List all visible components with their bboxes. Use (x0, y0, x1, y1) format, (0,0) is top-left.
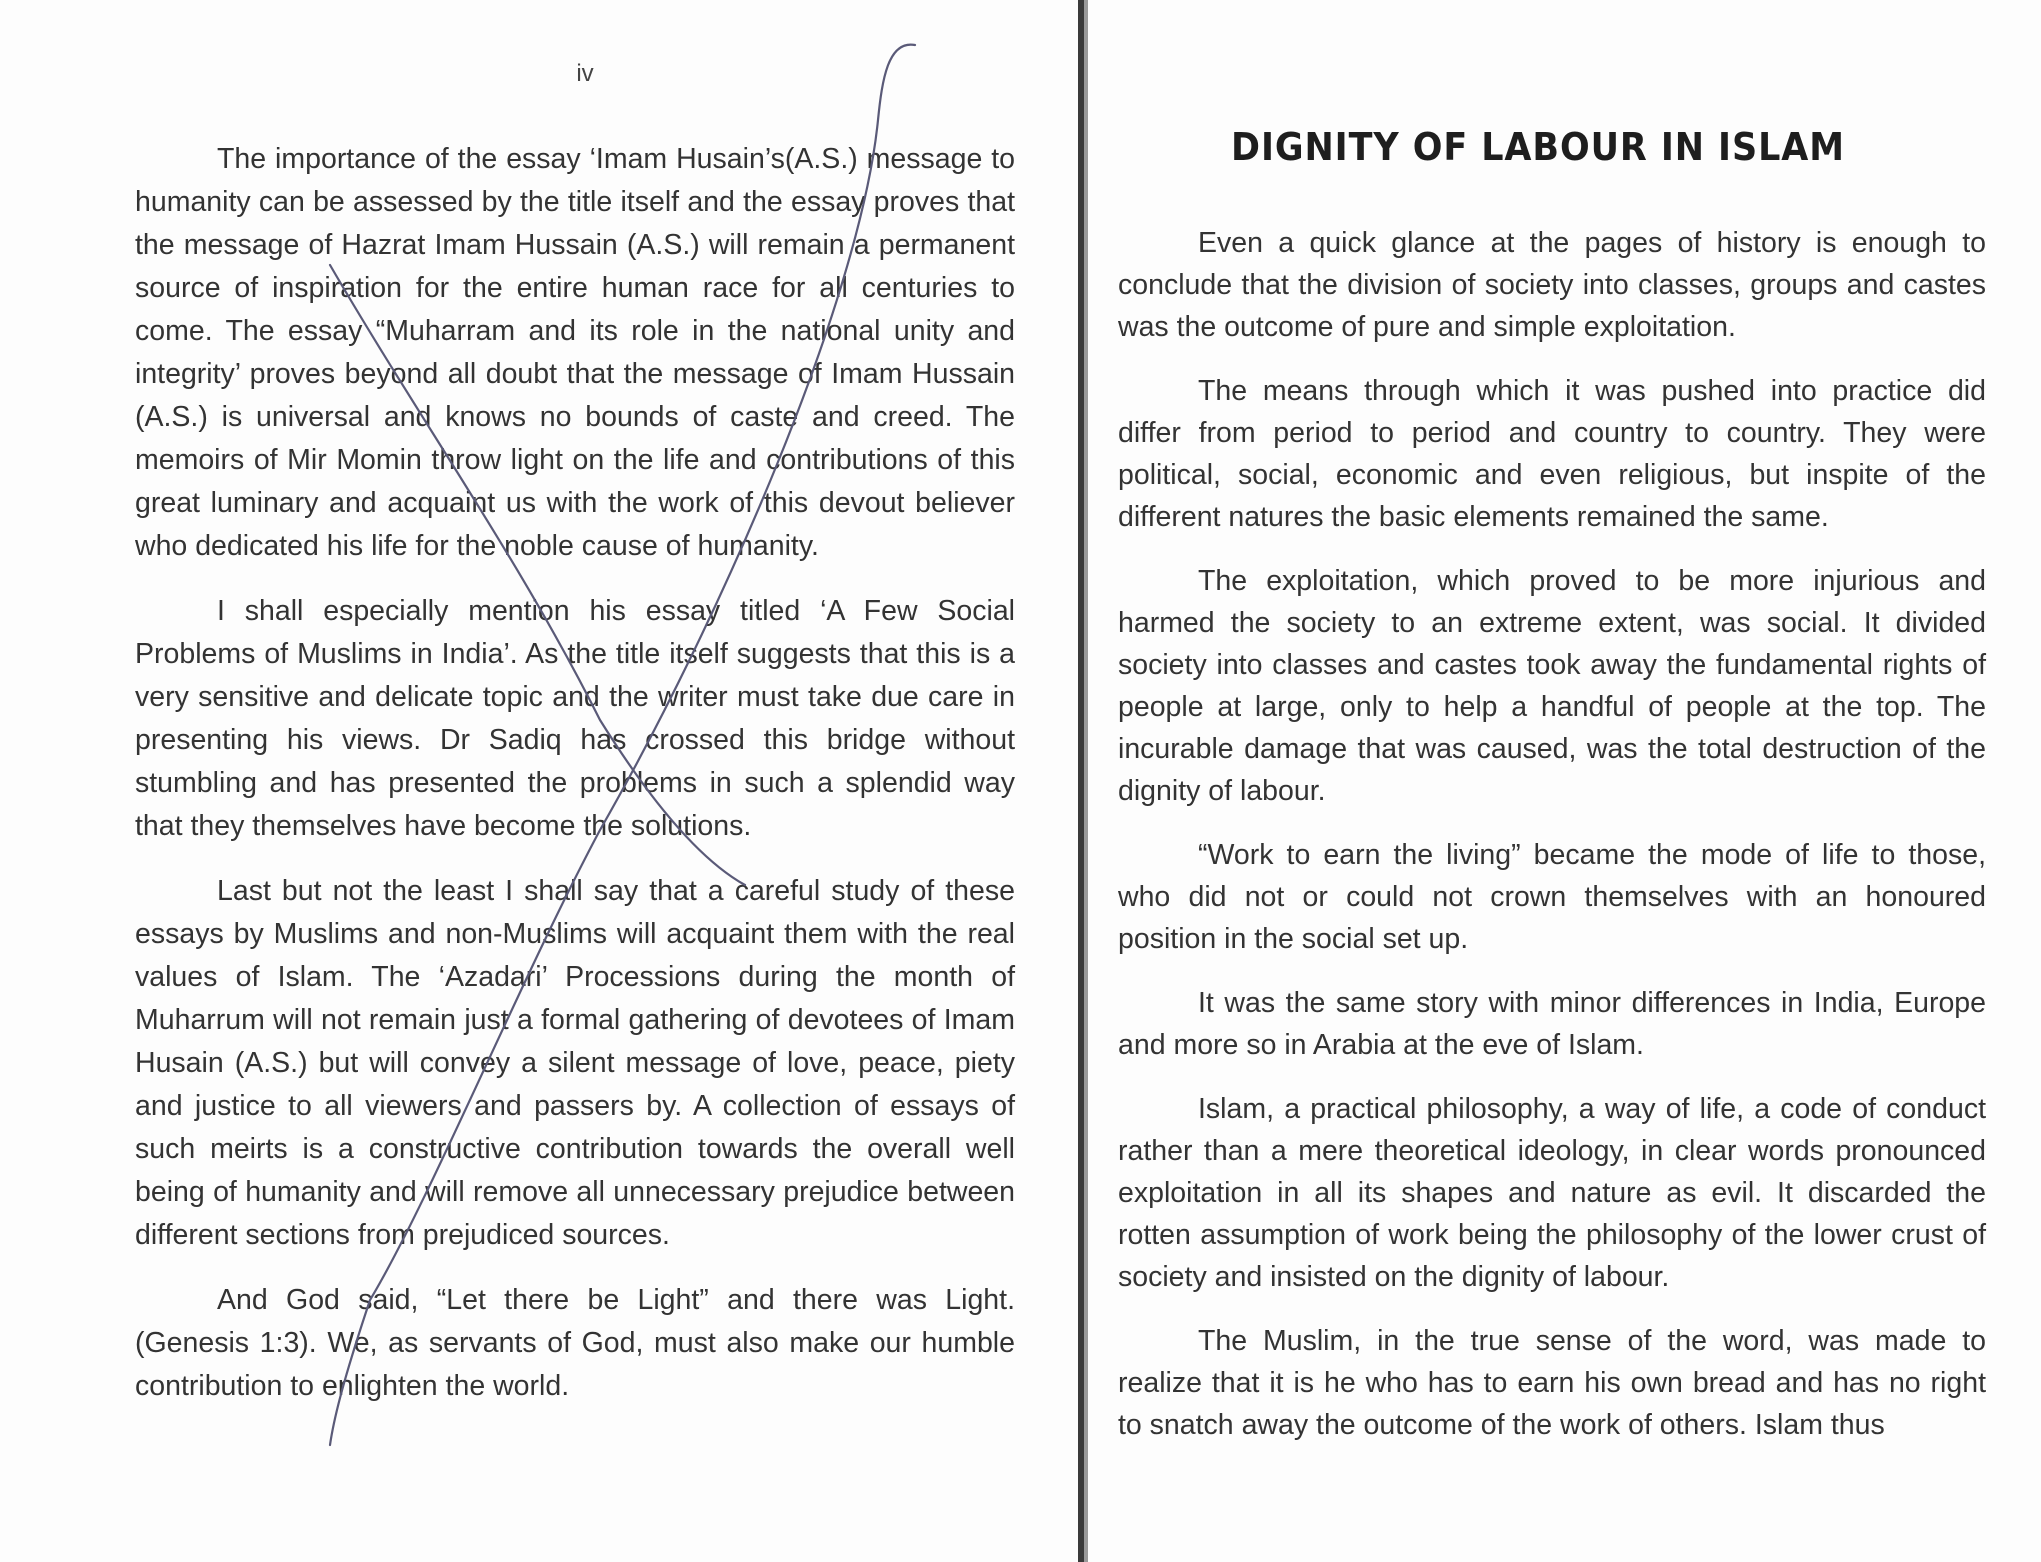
paragraph: Islam, a practical philosophy, a way of life, a code of conduct rather than a mere theoretical ideology, in clear words pronounced exploitation in all its shapes and nature as evil. It discarded the rotten assumption of work being the philosophy of the lower crust of society and insisted on the dignity of labour. (1118, 1093, 1986, 1293)
paragraph: The exploitation, which proved to be more injurious and harmed the society to an extreme extent, was social. It divided society into classes and castes took away the fundamental rights of people at large, only to help a handful of people at the top. The incurable damage that was caused, was the total destruction of the dignity of labour. (1118, 565, 1986, 807)
left-page-body (135, 138, 1015, 1430)
paragraph: The Muslim, in the true sense of the word, was made to realize that it is he who has to earn his own bread and has no right to snatch away the outcome of the work of others. Islam thus (1118, 1325, 1986, 1441)
paragraph: The means through which it was pushed into practice did differ from period to period and country to country. They were political, social, economic and even religious, but inspite of the different natures the basic elements remained the same. (1118, 375, 1986, 533)
paragraph: The importance of the essay ‘Imam Husain’s(A.S.) message to humanity can be assessed by the title itself and the essay proves that the message of Hazrat Imam Hussain (A.S.) will remain a permanent source of inspiration for the entire human race for all centuries to come. The essay “Muharram and its role in the national unity and integrity’ proves beyond all doubt that the message of Imam Hussain (A.S.) is universal and knows no bounds of caste and creed. The memoirs of Mir Momin throw light on the life and contributions of this great luminary and acquaint us with the work of this devout believer who dedicated his life for the noble cause of humanity. (135, 143, 1015, 562)
paragraph: Even a quick glance at the pages of history is enough to conclude that the division of society into classes, groups and castes was the outcome of pure and simple exploitation. (1118, 227, 1986, 343)
right-page (1088, 0, 2041, 1562)
paragraph: Last but not the least I shall say that a careful study of these essays by Muslims and non-Muslims will acquaint them with the real values of Islam. The ‘Azadari’ Processions during the month of Muharrum will not remain just a formal gathering of devotees of Imam Husain (A.S.) but will convey a silent message of love, peace, piety and justice to all viewers and passers by. A collection of essays of such meirts is a constructive contribution towards the overall well being of humanity and will remove all unnecessary prejudice between different sections from prejudiced sources. (135, 875, 1015, 1251)
right-page-body (1118, 222, 1986, 1468)
paragraph: It was the same story with minor differences in India, Europe and more so in Arabia at the eve of Islam. (1118, 987, 1986, 1061)
paragraph: I shall especially mention his essay titled ‘A Few Social Problems of Muslims in India’. As the title itself suggests that this is a very sensitive and delicate topic and the writer must take due care in presenting his views. Dr Sadiq has crossed this bridge without stumbling and has presented the problems in such a splendid way that they themselves have become the solutions. (135, 595, 1015, 842)
chapter-title: DIGNITY OF LABOUR IN ISLAM (1231, 125, 1845, 169)
paragraph: “Work to earn the living” became the mode of life to those, who did not or could not crown themselves with an honoured position in the social set up. (1118, 839, 1986, 955)
page-number: iv (576, 60, 594, 87)
paragraph: And God said, “Let there be Light” and there was Light. (Genesis 1:3). We, as servants of God, must also make our humble contribution to enlighten the world. (135, 1284, 1015, 1402)
